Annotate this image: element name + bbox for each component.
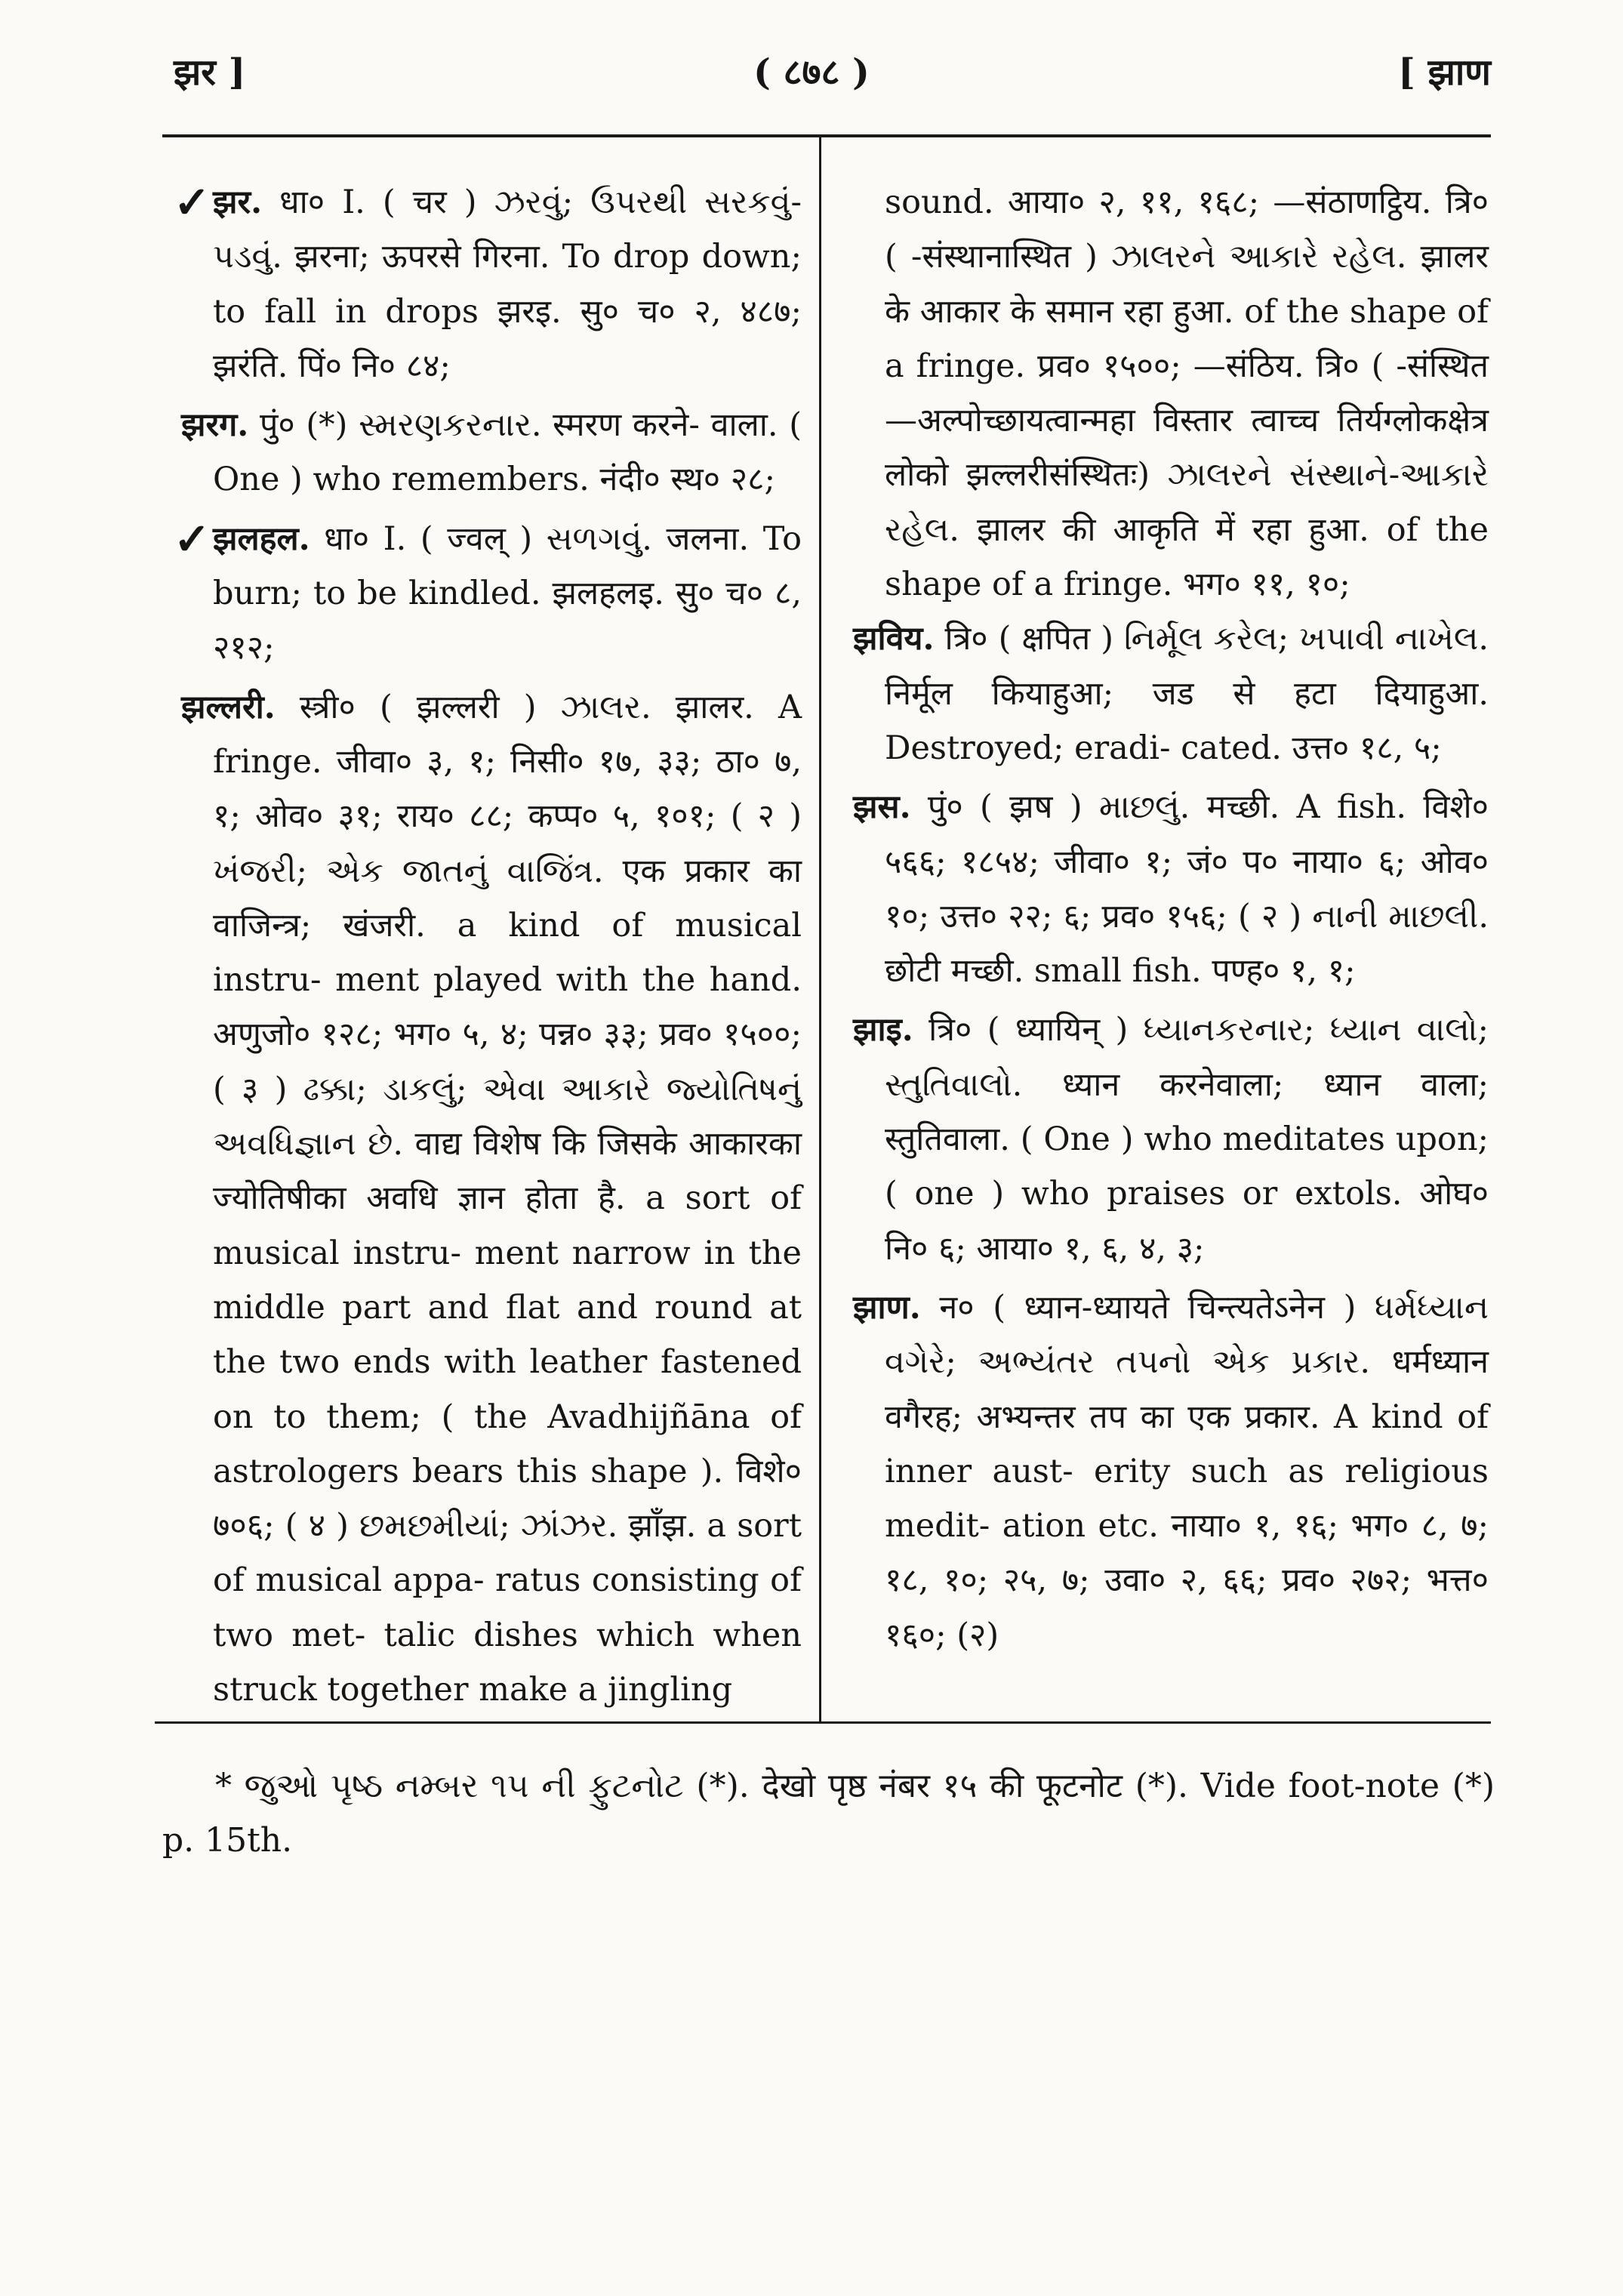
dictionary-entry <box>181 680 802 1718</box>
dictionary-entry <box>853 1281 1489 1663</box>
headword: झल्लरी. <box>181 688 276 726</box>
entry-text: पुं० ( झष ) માછલું. मच्छी. A fish. विशे० ५६६; १८५४; जीवा० १; जं० प० नाया० ६; ओव० १०; उत्त० २२; ६; प्रव० १५६; ( २ ) નાની માછલી. छोटी मच्छी. small fish. पण्ह० १, १; <box>885 788 1489 991</box>
entry-continuation: sound. आया० २, ११, १६८; —संठाणट्ठिय. त्रि० ( -संस्थानास्थित ) ઝાલરને આકારે રહેલ. झालर के आकार के समान रहा हुआ. of the shape of a fringe. प्रव० १५००; —संठिय. त्रि० ( -संस्थित —अल्पोच्छायत्वान्महा विस्तार त्वाच्च तिर्यग्लोकक्षेत्र लोको झल्लरीसंस्थितः) ઝાલરને સંસ્થાને-આકારે રહેલ. झालर की आकृति में रहा हुआ. of the shape of a fringe. भग० ११, १०; <box>885 183 1489 604</box>
dictionary-entry <box>174 175 802 393</box>
headword: झरग. <box>181 406 249 445</box>
dictionary-entry <box>181 398 802 507</box>
header-rule <box>162 134 1491 137</box>
headword: झलहल. <box>213 519 310 558</box>
dictionary-entry <box>853 780 1489 998</box>
column-divider <box>819 137 821 1721</box>
entry-text: त्रि० ( ध्यायिन् ) ધ્યાનકરનાર; ધ્યાન વાલો; સ્તુતિવાલો. ध्यान करनेवाला; ध्यान वाला; स्तुतिवाला. ( One ) who meditates upon; ( one ) who praises or extols. ओघ० नि० ६; आया० १, ६, ४, ३; <box>885 1011 1489 1268</box>
dictionary-entry <box>853 612 1489 775</box>
entry-text: न० ( ध्यान-ध्यायते चिन्त्यतेऽनेन ) ધર્મધ્યાન વગેરે; અભ્યંતર તપનો એક પ્રકાર. धर्मध्यान वगैरह; अभ्यन्तर तप का एक प्रकार. A kind of inner aust- erity such as religious medit- ation etc. नाया० १, १६; भग० ८, ७; १८, १०; २५, ७; उवा० २, ६६; प्रव० २७२; भत्त० १६०; (२) <box>885 1288 1489 1654</box>
headword: झर. <box>213 183 263 221</box>
headword: झाइ. <box>853 1011 913 1049</box>
footnote-rule <box>155 1721 1491 1724</box>
check-mark-icon: ✓ <box>174 513 211 565</box>
footnote: * જુઓ પૃષ્ઠ નમ્બર ૧૫ ની ફુટનોટ (*). देखो पृष्ठ नंबर १५ की फूटनोट (*). Vide foot-note (*) p. 15th. <box>162 1767 1495 1860</box>
entry-text: धा० I. ( ज्वल् ) સળગવું. जलना. To burn; to be kindled. झलहलइ. सु० च० ८, २१२; <box>213 519 802 667</box>
dictionary-entry <box>853 1003 1489 1275</box>
entry-text: पुं० (*) સ્મરણકરનાર. स्मरण करने- वाला. ( One ) who remembers. नंदी० स्थ० २८; <box>213 406 802 499</box>
right-column <box>853 175 1489 1667</box>
entry-text: त्रि० ( क्षपित ) નિર્મૂલ કરેલ; ખપાવી નાખેલ. निर्मूल कियाहुआ; जड से हटा दियाहुआ. Destroyed; eradi- cated. उत्त० १८, ५; <box>885 620 1489 767</box>
running-head-left: झर ] <box>174 51 246 94</box>
headword: झाण. <box>853 1288 921 1327</box>
dictionary-entry <box>174 512 802 676</box>
page-number: ( ८७८ ) <box>753 51 870 94</box>
left-column <box>174 175 802 1721</box>
running-head-right: [ झाण <box>1398 51 1491 94</box>
entry-text: स्त्री० ( झल्लरी ) ઝાલર. झालर. A fringe. जीवा० ३, १; निसी० १७, ३३; ठा० ७, १; ओव० ३१; राय० ८८; कप्प० ५, १०१; ( २ ) ખંજરી; એક જાતનું વાજિંત્ર. एक प्रकार का वाजिन्त्र; खंजरी. a kind of musical instru- ment played with the hand. अणुजो० १२८; भग० ५, ४; पन्न० ३३; प्रव० १५००; ( ३ ) ઢક્કા; ડાકલું; એવા આકારે જ્યોતિષનું અવધિજ્ઞાન છે. वाद्य विशेष कि जिसके आकारका ज्योतिषीका अवधि ज्ञान होता है. a sort of musical instru- ment narrow in the middle part and flat and round at the two ends with leather fastened on to them; ( the Avadhijñāna of astrologers bears this shape ). विशे० ७०६; ( ४ ) છમછમીયાં; ઝાંઝર. झाँझ. a sort of musical appa- ratus consisting of two met- talic dishes which when struck together make a jingling <box>213 688 802 1709</box>
headword: झविय. <box>853 620 935 658</box>
entry-text: धा० I. ( चर ) ઝરવું; ઉપરથી સરકવું-પડવું. झरना; ऊपरसे गिरना. To drop down; to fall in drops झरइ. सु० च० २, ४८७; झरंति. पिं० नि० ८४; <box>213 183 802 385</box>
check-mark-icon: ✓ <box>174 177 211 228</box>
headword: झस. <box>853 788 911 827</box>
